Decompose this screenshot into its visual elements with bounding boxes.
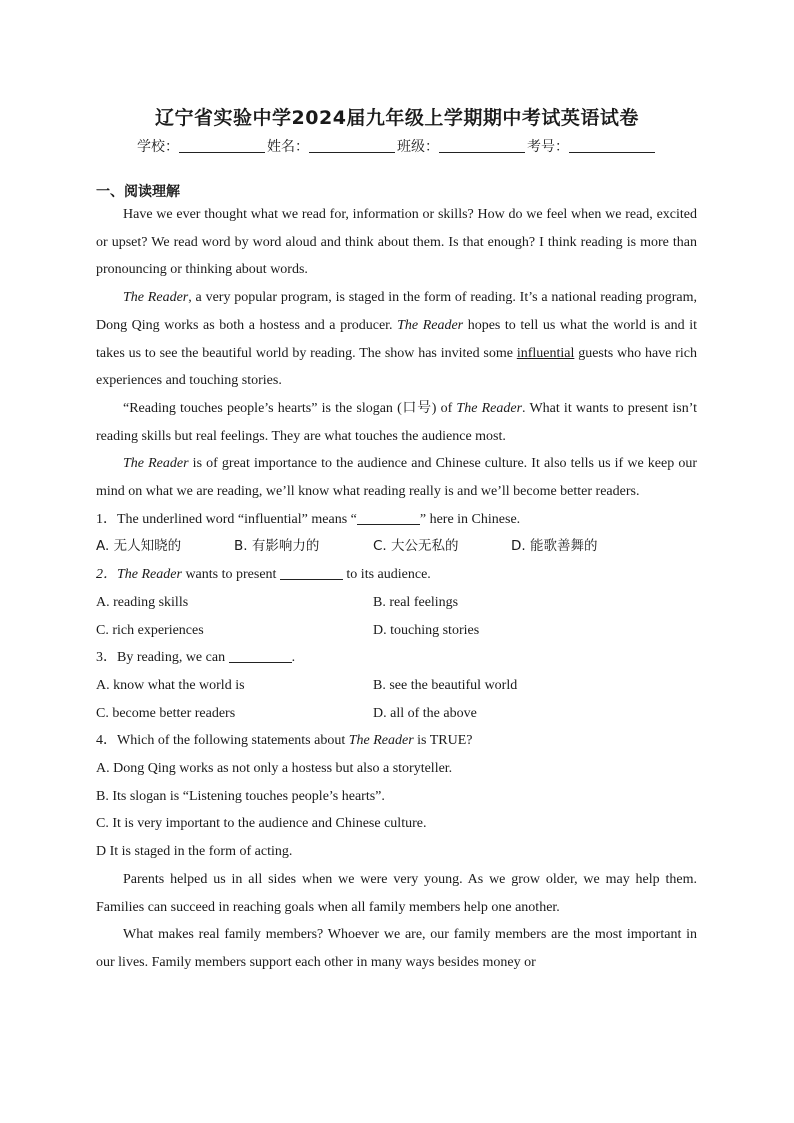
- option-b[interactable]: B. 有影响力的: [234, 538, 320, 555]
- passage1-paragraph-2: [96, 284, 697, 395]
- text-span: is of great importance to the audience and Chinese culture. It also tells us if we keep our mind on what we are reading, we’ll know what reading really is and we’ll become better readers.: [96, 456, 697, 500]
- option-b[interactable]: B. see the beautiful world: [373, 677, 518, 693]
- text-span: .: [291, 650, 296, 666]
- option-c[interactable]: C. 大公无私的: [373, 538, 459, 555]
- option-d[interactable]: D It is staged in the form of acting.: [96, 844, 293, 860]
- program-title: The Reader: [117, 567, 182, 583]
- program-title: The Reader: [123, 290, 189, 306]
- option-b[interactable]: B. Its slogan is “Listening touches people’s hearts”.: [96, 788, 385, 804]
- option-c[interactable]: C. become better readers: [96, 705, 236, 721]
- class-label: 班级：: [397, 139, 439, 155]
- section-heading: 一、阅读理解: [96, 184, 180, 200]
- option-c[interactable]: C. rich experiences: [96, 622, 204, 638]
- question-1-options: [96, 533, 697, 561]
- question-1-stem: [96, 506, 697, 534]
- program-title: The Reader: [123, 456, 189, 472]
- option-a[interactable]: A. 无人知晓的: [96, 538, 182, 555]
- question-number: 2．: [96, 567, 117, 583]
- text-span: wants to present: [181, 567, 280, 583]
- text-span: . What it wants to present isn’t reading skills but real feelings. They are what touches the audience most.: [96, 400, 697, 444]
- number-blank[interactable]: [569, 138, 655, 153]
- number-label: 考号：: [527, 139, 569, 155]
- student-info-line: [0, 136, 794, 156]
- text-span: “Reading touches people’s hearts” is the slogan (口号) of: [123, 400, 457, 416]
- school-blank[interactable]: [179, 138, 265, 153]
- text-span: 4．Which of the following statements about: [96, 733, 349, 749]
- underlined-word: influential: [516, 345, 575, 361]
- program-title: The Reader: [348, 733, 414, 749]
- text-span: is TRUE?: [413, 733, 473, 749]
- question-3-options-row-2: [96, 700, 697, 728]
- option-b[interactable]: B. real feelings: [373, 594, 459, 610]
- text-span: guests who have rich experiences and touching stories.: [96, 345, 697, 389]
- passage2-paragraph-1: Parents helped us in all sides when we were very young. As we grow older, we may help them. Families can succeed in reaching goals when all family members help one another.: [96, 871, 697, 915]
- question-2-options-row-1: [96, 589, 697, 617]
- question-4-stem: [96, 727, 697, 755]
- class-blank[interactable]: [439, 138, 525, 153]
- question-2-stem: [96, 561, 697, 589]
- name-label: 姓名：: [267, 139, 309, 155]
- option-d[interactable]: D. touching stories: [373, 622, 480, 638]
- school-label: 学校：: [137, 139, 179, 155]
- text-span: ” here in Chinese.: [419, 511, 521, 527]
- answer-blank[interactable]: [229, 648, 292, 663]
- option-a[interactable]: A. know what the world is: [96, 677, 245, 693]
- text-span: hopes to tell us what the world is and it takes us to see the beautiful world by reading. The show has invited some: [96, 317, 697, 361]
- program-title: The Reader: [456, 400, 523, 416]
- text-span: 1．The underlined word “influential” means “: [96, 511, 357, 527]
- passage2-paragraph-2: What makes real family members? Whoever we are, our family members are the most important in our lives. Family members support each other in many ways besides money or: [96, 927, 697, 970]
- question-3-stem: [96, 644, 697, 672]
- program-title: The Reader: [397, 317, 464, 333]
- option-d[interactable]: D. 能歌善舞的: [511, 538, 598, 555]
- option-a[interactable]: A. Dong Qing works as not only a hostess but also a storyteller.: [96, 761, 453, 777]
- answer-blank[interactable]: [280, 565, 343, 580]
- option-a[interactable]: A. reading skills: [96, 594, 189, 610]
- question-3-options-row-1: [96, 672, 697, 700]
- answer-blank[interactable]: [357, 510, 420, 525]
- text-span: , a very popular program, is staged in the form of reading. It’s a national reading program, Dong Qing works as both a hostess and a producer.: [96, 290, 698, 333]
- page-title: 辽宁省实验中学2024届九年级上学期期中考试英语试卷: [155, 107, 639, 129]
- passage1-paragraph-1: Have we ever thought what we read for, information or skills? How do we feel when we read, excited or upset? We read word by word aloud and think about them. Is that enough? I think reading is more than pronouncing or thinking about words.: [96, 207, 697, 278]
- option-c[interactable]: C. It is very important to the audience and Chinese culture.: [96, 816, 427, 832]
- question-2-options-row-2: [96, 617, 697, 645]
- text-span: to its audience.: [342, 567, 431, 583]
- text-span: 3．By reading, we can: [96, 650, 229, 666]
- passage1-paragraph-4: [96, 450, 697, 505]
- reading-body: [96, 201, 697, 977]
- passage1-paragraph-3: [96, 395, 697, 450]
- option-d[interactable]: D. all of the above: [373, 705, 477, 721]
- name-blank[interactable]: [309, 138, 395, 153]
